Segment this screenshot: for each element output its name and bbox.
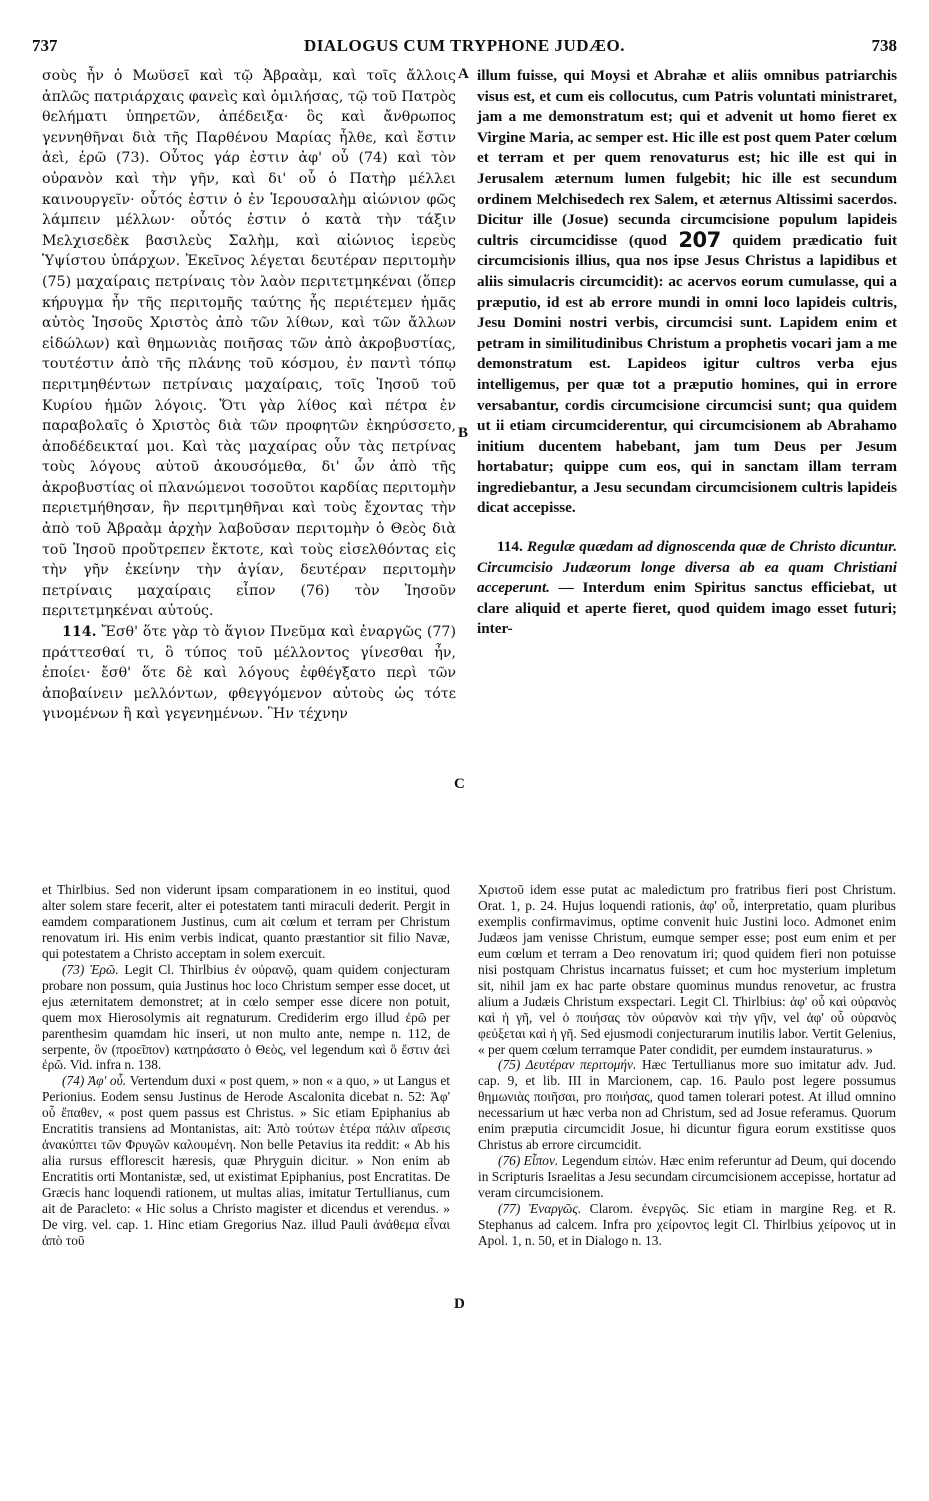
footnote-76 <box>478 1153 896 1201</box>
greek-paragraph-number: 114. <box>62 624 97 641</box>
footnote-77-label: (77) Ἐναργῶς. <box>498 1201 582 1217</box>
margin-letter-c: C <box>454 776 465 792</box>
margin-letter-b: B <box>458 425 469 441</box>
footnotes-right-column <box>478 882 896 1249</box>
footnote-75 <box>478 1057 896 1153</box>
footnote-75-text: Hæc Tertullianus more suo imitatur adv. Jud. cap. 9, et lib. III in Marcionem, cap. 16. Paulo post legere possumus θημωνιὰς ποιῆσαι, pro ποιήσας, quod tamen tolerari potest. At illud omnino necessarium ut hæc verba non ad Christum, sed ad Josue referamus. Quorum enim præputia circumcidit Josue, hi dicuntur figura eorum exstitisse quos Christus ab errore circumcidit. <box>478 1057 896 1153</box>
footnote-77-text: Clarom. ἐνεργῶς. Sic etiam in margine Reg. et R. Stephanus ad calcem. Infra pro χείροντος legit Cl. Thirlbius χείρονος ut in Apol. 1, n. 50, et in Dialogo n. 13. <box>478 1201 896 1248</box>
latin-paragraph-114 <box>477 537 897 640</box>
latin-paragraph-113-part-1: illum fuisse, qui Moysi et Abrahæ et aliis omnibus patriarchis visus est, et cum eis collocutus, cum Patris voluntati ministraret, jam a me demonstratum est; qui et advenit ut homo fieret ex Virgine Maria, ac semper est. Hic ille est post quem Pater cœlum et terram et per quem renovaturus est; hic ille est qui in Jerusalem æternum lumen fulgebit; hic ille est secundum ordinem Melchisedech rex Salem, et æternus Altissimi sacerdos. Dicitur ille (Josue) secunda circumcisione populum lapideis cultris circumcidisse (quod <box>477 67 897 249</box>
column-number-stamp: 207 <box>678 227 721 252</box>
margin-letter-a: A <box>458 66 469 82</box>
greek-paragraph-114-text: Ἔσθ' ὅτε γὰρ τὸ ἅγιον Πνεῦμα καὶ ἐναργῶς (77) πράττεσθαί τι, ὃ τύπος τοῦ μέλλοντος γίνεσθαι ἦν, ἐποίει· ἔσθ' ὅτε δὲ καὶ λόγους ἐφθέγξατο περὶ τῶν ἀποβαίνειν μελλόντων, φθεγγόμενον αὐτοὺς ὡς τότε γινομένων ἢ καὶ γεγενημένων. Ἣν τέχνην <box>42 624 456 723</box>
footnote-76-text: Legendum εἰπών. Hæc enim referuntur ad Deum, qui docendo in Scripturis Israelitas a Jesu secundam circumcisionem accepisse, hortatur ad veram circumcisionem. <box>478 1153 896 1201</box>
footnote-73-label: (73) Ἐρῶ. <box>62 961 119 977</box>
footnote-73-text: Legit Cl. Thirlbius ἐν οὐρανῷ, quam quidem conjecturam probare non possum, quia Justinus hoc loco Christum semper esse docet, ut ejus æternitatem demonstret; at in cœlo semper esse dicere non potuit, quem mox Hierosolymis ait regnaturum. Crediderim ergo illud ἐρῶ per parenthesim quamdam hic inseri, ut non multo ante, nempe n. 112, de serpente, ὃν (προεῖπον) κατηράσατο ὁ Θεὸς, vel legendum καὶ ὃ ἔστιν ἀεὶ ἐρῶ. Vid. infra n. 138. <box>42 961 450 1073</box>
footnote-74 <box>42 1073 450 1248</box>
page-number-left: 737 <box>32 36 58 55</box>
footnote-74-text: Vertendum duxi « post quem, » non « a quo, » ut Langus et Perionius. Eodem sensu Justinus de Herode Ascalonita dicebat n. 52: Ἀφ' οὗ ἔπαθεν, « post quem passus est Christus. » Sic etiam Epiphanius ab Encratitis transiens ad Montanistas, ait: Ἀπὸ τούτων ἑτέρα πάλιν αἵρεσις ἀνακύπτει τῶν Φρυγῶν καλουμένη. Non belle Petavius ita reddit: « Ab his alia rursus efflorescit hæresis, quæ Phryguin dicitur. » Non enim ab Encratitis orti Montanistæ, sed, ut existimat Epiphanius, post Encratitas. De Græcis hanc loquendi rationem, ut multas alias, imitatur Tertullianus, cum ait de Paracleto: « Hic solus a Christo magister et dicendus et verendus. » De virg. vel. cap. 1. Hinc etiam Gregorius Naz. illud Pauli ἀνάθεμα εἶναι ἀπὸ τοῦ <box>42 1073 450 1248</box>
greek-text-column <box>42 66 456 725</box>
footnote-76-label: (76) Εἶπον. <box>498 1153 559 1169</box>
footnote-continuation: et Thirlbius. Sed non viderunt ipsam comparationem in eo institui, quod alter solem stare fecerit, alter ei potestatem tanti miraculi dederit. Pergit in eamdem comparationem Justinus, cum ait cœlum et terram per Christum renovatum iri. His enim verbis indicat, quanto præstantior sit filio Navæ, qui potestatem a Christo acceptam in solem exercuit. <box>42 882 450 961</box>
latin-paragraph-number: 114. <box>497 538 523 556</box>
footnote-73 <box>42 962 450 1074</box>
greek-paragraph-114 <box>42 622 456 725</box>
page-number-right: 738 <box>871 36 897 55</box>
footnote-74-continuation: Χριστοῦ idem esse putat ac maledictum pro fratribus fieri post Christum. Orat. 1, p. 24. Hujus loquendi rationis, ἀφ' οὗ, interpretatio, quam pluribus exemplis confirmavimus, optime convenit huic Justini loco. Admonet enim Judæos jam venisse Christum, eumque semper esse; post eum enim et per eum cœlum et terram a Deo renovatum iri; quod quidem fieri non potuisse nisi postquam Christus incarnatus fuisset; et cum hoc mysterium impletum sit, nihil jam ex hac parte obstare quominus mundus renovetur, ac frustra alium a Judæis Christum exspectari. Legit Cl. Thirlbius: ἀφ' οὗ καὶ οὐρανὸς καὶ ἡ γῆ, vel ὁ ποιήσας τὸν οὐρανὸν καὶ τὴν γῆν, vel ἀφ' οὗ οὐρανὸς φεύξεται καὶ ἡ γῆ. Sed ejusmodi conjecturarum inutilis labor. Vertit Gelenius, « per quem cœlum terramque Pater condidit, per eumdem instauraturus. » <box>478 882 896 1057</box>
footnotes-left-column <box>42 882 450 1249</box>
latin-paragraph-114-text: — Interdum enim Spiritus sanctus efficiebat, ut clare aliquid et aperte fieret, quod quidem imago esset futuri; inter- <box>477 579 897 638</box>
latin-paragraph-113-part-2: quidem prædicatio fuit circumcisionis illius, qua nos ipse Jesus Christus a lapidibus et aliis simulacris circumcidit): ac acervos eorum cumulasse, qui a præputio, id est ab errore mundi in omni loco lapideis cultris, Jesu Domini nostri verbis, circumcisi sunt. Lapidem enim et petram in similitudinibus Christum a prophetis vocari jam a me demonstratum est. Lapideos igitur cultros verba ejus intelligemus, per quæ tot a præputio homines, qui in errore versabantur, cordis circumcisione circumcisi sunt; qua quidem ut ii etiam circumciderentur, qui circumcisionem ab Abrahamo initium ducentem habebant, jam tum Deus per Jesum hortabatur; quippe cum eos, qui in sanctam illam terram ingrediebantur, a Jesu secundam circumcisionem cultris lapideis dicat accepisse. <box>477 231 898 517</box>
latin-paragraph-113 <box>477 66 897 519</box>
margin-letter-d: D <box>454 1296 465 1312</box>
footnote-74-label: (74) Ἀφ' οὗ. <box>62 1073 127 1089</box>
greek-paragraph-113: σοὺς ἦν ὁ Μωϋσεῖ καὶ τῷ Ἀβραὰμ, καὶ τοῖς ἄλλοις ἁπλῶς πατριάρχαις φανεὶς καὶ ὁμιλήσας, τῷ τοῦ Πατρὸς θελήματι ὑπηρετῶν, ἀπέδειξα· ὃς καὶ ἄνθρωπος γεννηθῆναι διὰ τῆς Παρθένου Μαρίας ἦλθε, καὶ ἔστιν ἀεὶ, ἐρῶ (73). Οὗτος γάρ ἐστιν ἀφ' οὗ (74) καὶ τὸν οὐρανὸν καὶ τὴν γῆν, καὶ δι' οὗ ὁ Πατὴρ μέλλει καινουργεῖν· οὗτός ἐστιν ὁ ἐν Ἱερουσαλὴμ αἰώνιον φῶς λάμπειν μέλλων· οὗτός ἐστιν ὁ κατὰ τὴν τάξιν Μελχισεδὲκ βασιλεὺς Σαλὴμ, καὶ αἰώνιος ἱερεὺς Ὑψίστου ὑπάρχων. Ἐκεῖνος λέγεται δευτέραν περιτομὴν (75) μαχαίραις πετρίναις τὸν λαὸν περιτετμηκέναι (ὅπερ κήρυγμα ἦν τῆς περιτομῆς ταύτης ἧς περιέτεμεν ἡμᾶς αὐτὸς Ἰησοῦς Χριστὸς ἀπὸ τῶν λίθων, καὶ τῶν ἄλλων εἰδώλων) καὶ θημωνιὰς ποιῆσας τῶν ἀπὸ ἀκροβυστίας, τουτέστιν ἀπὸ τῆς πλάνης τοῦ κόσμου, ἐν παντὶ τόπῳ περιτμηθέντων πετρίναις μαχαίραις, τοῖς Ἰησοῦ τοῦ Κυρίου ἡμῶν λόγοις. Ὅτι γὰρ λίθος καὶ πέτρα ἐν παραβολαῖς ὁ Χριστὸς διὰ τῶν προφητῶν ἐκηρύσσετο, ἀποδέδεικταί μοι. Καὶ τὰς μαχαίρας οὖν τὰς πετρίνας τοὺς λόγους αὐτοῦ ἀκουσόμεθα, δι' ὧν ἀπὸ τῆς ἀκροβυστίας οἱ πλανώμενοι τοσοῦτοι καρδίας περιτομὴν περιετμήθησαν, ἣν περιτμηθῆναι καὶ τοὺς ἔχοντας τὴν ἀπὸ τοῦ Ἀβραὰμ ἀρχὴν λαβοῦσαν περιτομὴν ὁ Θεὸς διὰ τοῦ Ἰησοῦ προὔτρεπεν ἔκτοτε, καὶ τοὺς εἰσελθόντας εἰς τὴν γῆν ἐκείνην τὴν ἁγίαν, δευτέραν περιτομὴν πετρίναις μαχαίραις εἶπον (76) τὸν Ἰησοῦν περιτετμηκέναι αὐτούς. <box>42 68 456 620</box>
latin-section-heading: Regulæ quædam ad dignoscenda quæ de Christo dicuntur. Circumcisio Judæorum longe diversa ab ea quam Christiani acceperunt. <box>477 538 897 597</box>
footnote-77 <box>478 1201 896 1249</box>
footnote-75-label: (75) Δευτέραν περιτομήν. <box>498 1057 637 1073</box>
running-header <box>32 36 897 60</box>
running-title: DIALOGUS CUM TRYPHONE JUDÆO. <box>304 36 625 55</box>
latin-text-column <box>477 66 897 640</box>
